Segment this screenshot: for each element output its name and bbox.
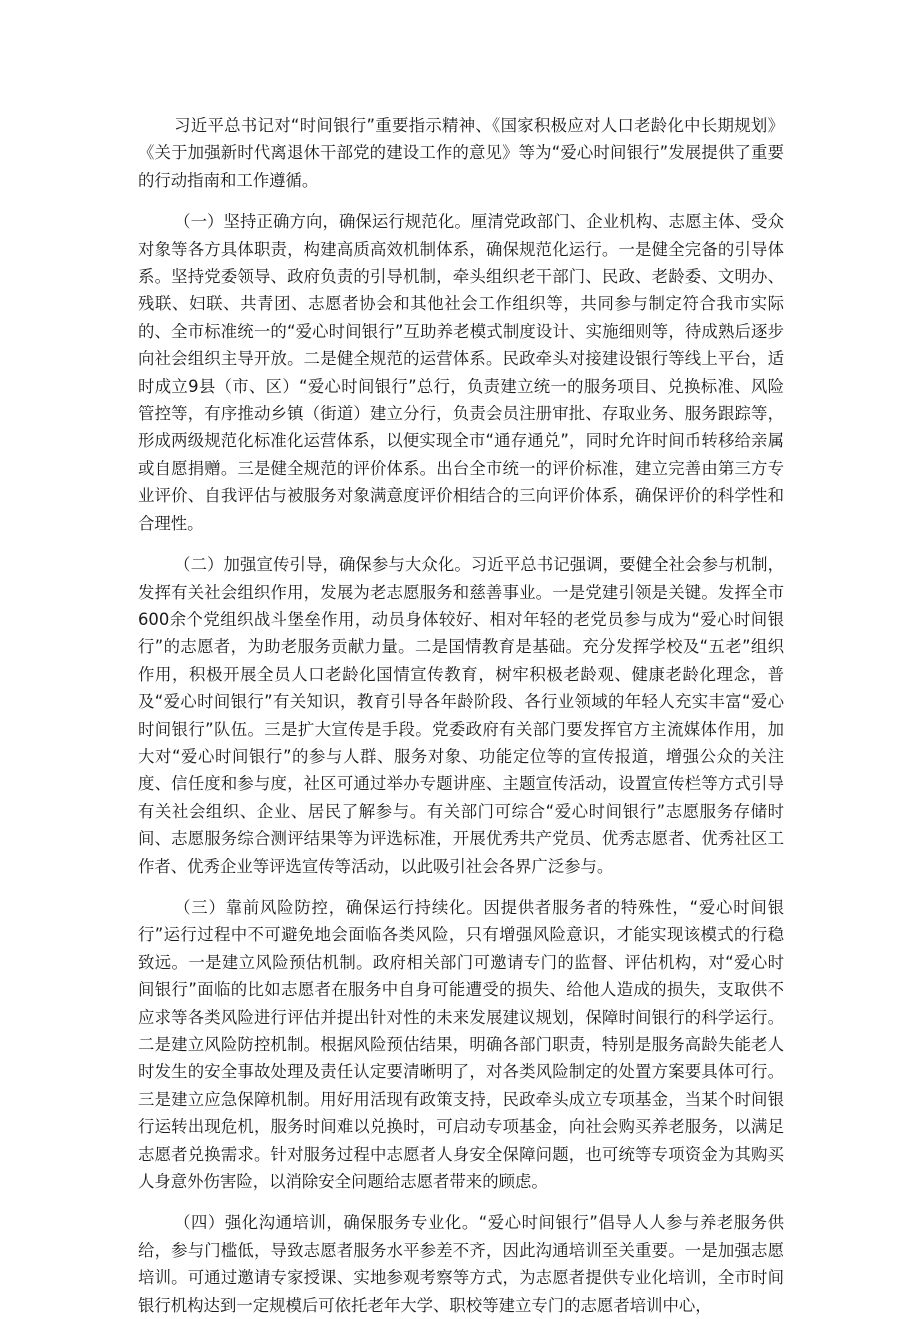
paragraph-section-2: （二）加强宣传引导，确保参与大众化。习近平总书记强调，要健全社会参与机制，发挥有关社会组织作用，发展为老志愿服务和慈善事业。一是党建引领是关键。发挥全市600余个党组织战斗堡垒作用，动员身体较好、相对年轻的老党员参与成为“爱心时间银行”的志愿者，为助老服务贡献力量。二是国情教育是基础。充分发挥学校及“五老”组织作用，积极开展全员人口老龄化国情宣传教育，树牢积极老龄观、健康老龄化理念，普及“爱心时间银行”有关知识，教育引导各年龄阶段、各行业领域的年轻人充实丰富“爱心时间银行”队伍。三是扩大宣传是手段。党委政府有关部门要发挥官方主流媒体作用，加大对“爱心时间银行”的参与人群、服务对象、功能定位等的宣传报道，增强公众的关注度、信任度和参与度，社区可通过举办专题讲座、主题宣传活动，设置宣传栏等方式引导有关社会组织、企业、居民了解参与。有关部门可综合“爱心时间银行”志愿服务存储时间、志愿服务综合测评结果等为评选标准，开展优秀共产党员、优秀志愿者、优秀社区工作者、优秀企业等评选宣传等活动，以此吸引社会各界广泛参与。 <box>138 555 784 876</box>
paragraph-section-1: （一）坚持正确方向，确保运行规范化。厘清党政部门、企业机构、志愿主体、受众对象等各方具体职责，构建高质高效机制体系，确保规范化运行。一是健全完备的引导体系。坚持党委领导、政府负责的引导机制，牵头组织老干部门、民政、老龄委、文明办、残联、妇联、共青团、志愿者协会和其他社会工作组织等，共同参与制定符合我市实际的、全市标准统一的“爱心时间银行”互助养老模式制度设计、实施细则等，待成熟后逐步向社会组织主导开放。二是健全规范的运营体系。民政牵头对接建设银行等线上平台，适时成立9县（市、区）“爱心时间银行”总行，负责建立统一的服务项目、兑换标准、风险管控等，有序推动乡镇（街道）建立分行，负责会员注册审批、存取业务、服务跟踪等，形成两级规范化标准化运营体系，以便实现全市“通存通兑”，同时允许时间币转移给亲属或自愿捐赠。三是健全规范的评价体系。出台全市统一的评价标准，建立完善由第三方专业评价、自我评估与被服务对象满意度评价相结合的三向评价体系，确保评价的科学性和合理性。 <box>138 212 784 533</box>
paragraph-section-3: （三）靠前风险防控，确保运行持续化。因提供者服务者的特殊性，“爱心时间银行”运行过程中不可避免地会面临各类风险，只有增强风险意识，才能实现该模式的行稳致远。一是建立风险预估机制。政府相关部门可邀请专门的监督、评估机构，对“爱心时间银行”面临的比如志愿者在服务中自身可能遭受的损失、给他人造成的损失，支取供不应求等各类风险进行评估并提出针对性的未来发展建议规划，保障时间银行的科学运行。二是建立风险防控机制。根据风险预估结果，明确各部门职责，特别是服务高龄失能老人时发生的安全事故处理及责任认定要清晰明了，对各类风险制定的处置方案要具体可行。三是建立应急保障机制。用好用活现有政策支持，民政牵头成立专项基金，当某个时间银行运转出现危机，服务时间难以兑换时，可启动专项基金，向社会购买养老服务，以满足志愿者兑换需求。针对服务过程中志愿者人身安全保障问题，也可统等专项资金为其购买人身意外伤害险，以消除安全问题给志愿者带来的顾虑。 <box>138 897 784 1192</box>
document-body <box>138 112 784 1319</box>
paragraph-intro: 习近平总书记对“时间银行”重要指示精神、《国家积极应对人口老龄化中长期规划》《关于加强新时代离退休干部党的建设工作的意见》等为“爱心时间银行”发展提供了重要的行动指南和工作遵循。 <box>138 116 784 190</box>
paragraph-section-4: （四）强化沟通培训，确保服务专业化。“爱心时间银行”倡导人人参与养老服务供给，参与门槛低，导致志愿者服务水平参差不齐，因此沟通培训至关重要。一是加强志愿培训。可通过邀请专家授课、实地参观考察等方式，为志愿者提供专业化培训，全市时间银行机构达到一定规模后可依托老年大学、职校等建立专门的志愿者培训中心， <box>138 1213 784 1315</box>
